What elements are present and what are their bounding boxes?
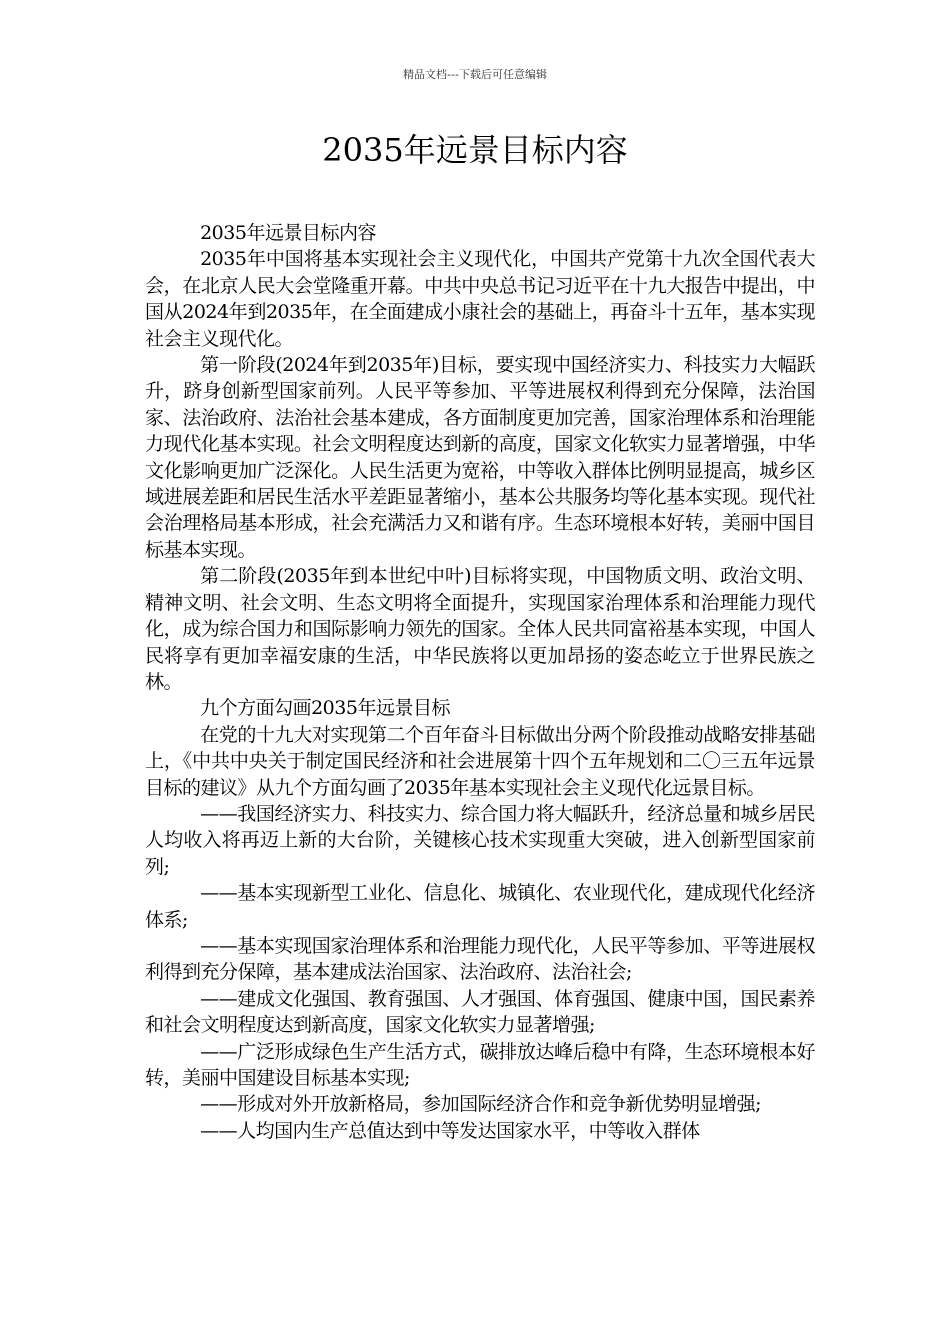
body-paragraph: 第二阶段(2035年到本世纪中叶)目标将实现，中国物质文明、政治文明、精神文明、社会文明、生态文明将全面提升，实现国家治理体系和治理能力现代化，成为综合国力和国际影响力领先的国家。全体人民共同富裕基本实现，中国人民将享有更加幸福安康的生活，中华民族将以更加昂扬的姿态屹立于世界民族之林。 <box>145 565 815 693</box>
body-paragraph: 在党的十九大对实现第二个百年奋斗目标做出分两个阶段推动战略安排基础上，《中共中央关于制定国民经济和社会进展第十四个五年规划和二〇三五年远景目标的建议》从九个方面勾画了2035年基本实现社会主义现代化远景目标。 <box>145 723 815 799</box>
document-body <box>145 220 815 1144</box>
page-header-note: 精品文档---下载后可任意编辑 <box>403 68 547 81</box>
list-item: ——形成对外开放新格局，参加国际经济合作和竞争新优势明显增强; <box>200 1093 761 1116</box>
body-paragraph: 2035年中国将基本实现社会主义现代化，中国共产党第十九次全国代表大会，在北京人民大会堂隆重开幕。中共中央总书记习近平在十九大报告中提出，中国从2024年到2035年，在全面建成小康社会的基础上，再奋斗十五年，基本实现社会主义现代化。 <box>145 248 815 350</box>
body-paragraph: 第一阶段(2024年到2035年)目标，要实现中国经济实力、科技实力大幅跃升，跻身创新型国家前列。人民平等参加、平等进展权利得到充分保障，法治国家、法治政府、法治社会基本建成，各方面制度更加完善，国家治理体系和治理能力现代化基本实现。社会文明程度达到新的高度，国家文化软实力显著增强，中华文化影响更加广泛深化。人民生活更为宽裕，中等收入群体比例明显提高，城乡区域进展差距和居民生活水平差距显著缩小，基本公共服务均等化基本实现。现代社会治理格局基本形成，社会充满活力又和谐有序。生态环境根本好转，美丽中国目标基本实现。 <box>145 354 815 561</box>
list-item: ——建成文化强国、教育强国、人才强国、体育强国、健康中国，国民素养和社会文明程度达到新高度，国家文化软实力显著增强; <box>145 987 815 1037</box>
document-title: 2035年远景目标内容 <box>322 131 628 169</box>
list-item: ——基本实现新型工业化、信息化、城镇化、农业现代化，建成现代化经济体系; <box>145 882 815 931</box>
section-heading: 九个方面勾画2035年远景目标 <box>200 697 450 720</box>
list-item: ——基本实现国家治理体系和治理能力现代化，人民平等参加、平等进展权利得到充分保障，基本建成法治国家、法治政府、法治社会; <box>145 934 815 984</box>
list-item: ——我国经济实力、科技实力、综合国力将大幅跃升，经济总量和城乡居民人均收入将再迈上新的大台阶，关键核心技术实现重大突破，进入创新型国家前列; <box>145 802 815 878</box>
body-paragraph: 2035年远景目标内容 <box>200 222 376 244</box>
list-item: ——广泛形成绿色生产生活方式，碳排放达峰后稳中有降，生态环境根本好转，美丽中国建设目标基本实现; <box>145 1040 815 1089</box>
list-item: ——人均国内生产总值达到中等发达国家水平，中等收入群体 <box>200 1119 700 1142</box>
